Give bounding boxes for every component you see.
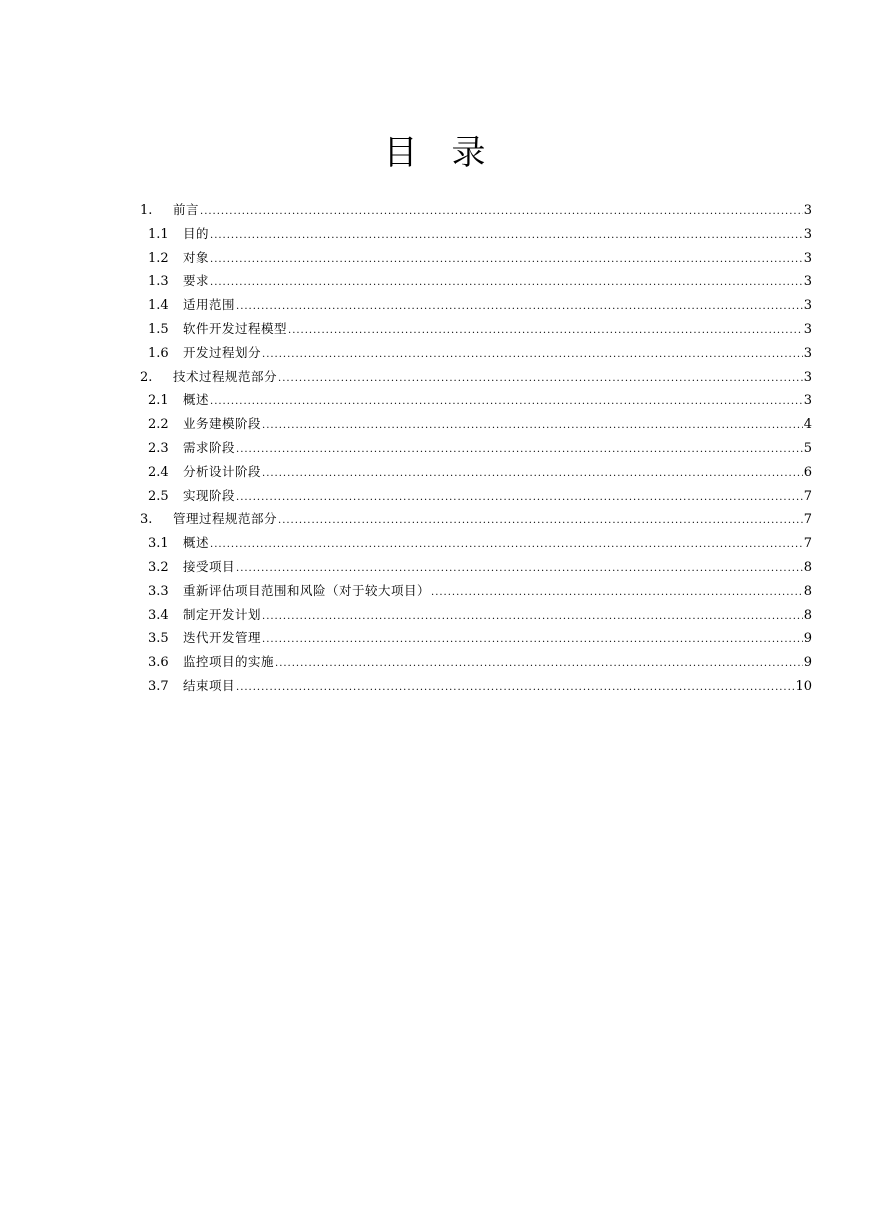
toc-entry-number: 3.7 <box>148 678 169 694</box>
toc-entry[interactable] <box>140 269 812 293</box>
toc-dot-leader <box>262 605 803 629</box>
toc-entry-page-number: 8 <box>803 607 812 623</box>
toc-entry[interactable] <box>140 531 812 555</box>
toc-entry-label: 技术过程规范部分 <box>173 368 278 384</box>
toc-entry[interactable] <box>140 555 812 579</box>
toc-entry-number: 3.4 <box>148 607 169 623</box>
toc-entry[interactable] <box>140 484 812 508</box>
toc-entry-number: 1.1 <box>148 226 169 242</box>
toc-dot-leader <box>236 438 803 462</box>
toc-entry-label: 要求 <box>183 273 210 289</box>
toc-dot-leader <box>262 628 803 652</box>
toc-entry-page-number: 3 <box>803 369 812 385</box>
toc-entry-label: 对象 <box>183 249 210 265</box>
toc-entry-number: 1. <box>140 203 153 218</box>
toc-entry-label: 分析设计阶段 <box>183 463 262 479</box>
toc-entry[interactable] <box>140 365 812 389</box>
toc-entry-label: 接受项目 <box>183 558 236 574</box>
toc-dot-leader <box>210 533 803 557</box>
toc-entry[interactable] <box>140 507 812 531</box>
toc-entry-number: 1.2 <box>148 250 169 266</box>
toc-entry[interactable] <box>140 674 812 698</box>
toc-entry-label: 监控项目的实施 <box>183 654 275 670</box>
toc-entry-label: 开发过程划分 <box>183 344 262 360</box>
toc-entry[interactable] <box>140 436 812 460</box>
toc-entry-page-number: 4 <box>803 417 812 433</box>
toc-entry-number: 3.6 <box>148 655 169 671</box>
toc-entry-number: 2.5 <box>148 488 169 504</box>
toc-entry-label: 管理过程规范部分 <box>173 511 278 527</box>
toc-entry[interactable] <box>140 222 812 246</box>
toc-entry[interactable] <box>140 388 812 412</box>
toc-entry-number: 1.5 <box>148 321 169 337</box>
toc-entry-page-number: 3 <box>803 345 812 361</box>
toc-dot-leader <box>236 557 803 581</box>
toc-entry-number: 2. <box>140 369 153 385</box>
toc-entry-number: 3.5 <box>148 631 169 647</box>
toc-dot-leader <box>236 676 794 700</box>
toc-entry[interactable] <box>140 341 812 365</box>
toc-entry[interactable] <box>140 317 812 341</box>
toc-entry-page-number: 9 <box>803 631 812 647</box>
toc-entry-label: 前言 <box>173 202 200 217</box>
toc-title-char-2: 录 <box>451 133 486 173</box>
toc-dot-leader <box>288 319 803 343</box>
toc-dot-leader <box>210 248 803 272</box>
toc-entry[interactable] <box>140 603 812 627</box>
toc-dot-leader <box>262 414 803 438</box>
table-of-contents <box>140 198 812 698</box>
toc-entry-number: 2.1 <box>148 393 169 409</box>
toc-entry-page-number: 3 <box>803 393 812 409</box>
toc-entry-number: 1.4 <box>148 298 169 314</box>
toc-entry-label: 业务建模阶段 <box>183 416 262 432</box>
toc-entry[interactable] <box>140 626 812 650</box>
toc-dot-leader <box>278 509 803 533</box>
toc-entry-label: 目的 <box>183 225 210 241</box>
toc-entry-label: 实现阶段 <box>183 487 236 503</box>
toc-entry-page-number: 7 <box>803 512 812 528</box>
toc-dot-leader <box>210 224 803 248</box>
toc-entry-number: 1.3 <box>148 274 169 290</box>
toc-entry[interactable] <box>140 246 812 270</box>
toc-dot-leader <box>210 271 803 295</box>
toc-entry-number: 1.6 <box>148 345 169 361</box>
toc-entry-label: 适用范围 <box>183 297 236 313</box>
toc-entry-label: 概述 <box>183 392 210 408</box>
toc-dot-leader <box>262 462 803 486</box>
toc-dot-leader <box>275 652 803 676</box>
toc-entry-page-number: 3 <box>803 250 812 266</box>
toc-entry-number: 3. <box>140 512 153 528</box>
toc-entry[interactable] <box>140 198 812 222</box>
toc-title-char-1: 目 <box>383 133 418 173</box>
toc-entry-page-number: 6 <box>803 464 812 480</box>
toc-dot-leader <box>236 295 803 319</box>
toc-entry-page-number: 5 <box>803 440 812 456</box>
toc-entry-number: 3.3 <box>148 583 169 599</box>
toc-entry-page-number: 7 <box>803 536 812 552</box>
toc-dot-leader <box>278 367 803 391</box>
toc-entry[interactable] <box>140 650 812 674</box>
toc-dot-leader <box>236 486 803 510</box>
toc-entry-number: 3.2 <box>148 559 169 575</box>
toc-entry-page-number: 7 <box>803 488 812 504</box>
toc-dot-leader <box>262 343 803 367</box>
toc-entry-page-number: 9 <box>803 655 812 671</box>
toc-entry-label: 软件开发过程模型 <box>183 320 288 336</box>
toc-dot-leader <box>210 390 803 414</box>
toc-entry[interactable] <box>140 579 812 603</box>
toc-entry-page-number: 10 <box>795 678 812 694</box>
toc-entry-number: 2.2 <box>148 417 169 433</box>
toc-entry-page-number: 8 <box>803 583 812 599</box>
toc-entry[interactable] <box>140 293 812 317</box>
toc-entry-label: 重新评估项目范围和风险（对于较大项目） <box>183 582 431 598</box>
toc-dot-leader <box>431 581 803 605</box>
toc-entry-label: 概述 <box>183 535 210 551</box>
toc-entry-number: 3.1 <box>148 536 169 552</box>
toc-entry-page-number: 3 <box>803 274 812 290</box>
toc-entry[interactable] <box>140 460 812 484</box>
toc-entry-page-number: 3 <box>803 226 812 242</box>
toc-entry-label: 迭代开发管理 <box>183 630 262 646</box>
toc-entry-page-number: 8 <box>803 559 812 575</box>
toc-entry-label: 需求阶段 <box>183 439 236 455</box>
toc-entry-number: 2.3 <box>148 440 169 456</box>
toc-title <box>0 133 869 173</box>
toc-entry-label: 制定开发计划 <box>183 606 262 622</box>
toc-entry-number: 2.4 <box>148 464 169 480</box>
toc-entry-label: 结束项目 <box>183 677 236 693</box>
toc-entry[interactable] <box>140 412 812 436</box>
toc-entry-page-number: 3 <box>803 321 812 337</box>
toc-entry-page-number: 3 <box>803 298 812 314</box>
toc-entry-page-number: 3 <box>803 203 812 218</box>
toc-dot-leader <box>200 200 803 224</box>
